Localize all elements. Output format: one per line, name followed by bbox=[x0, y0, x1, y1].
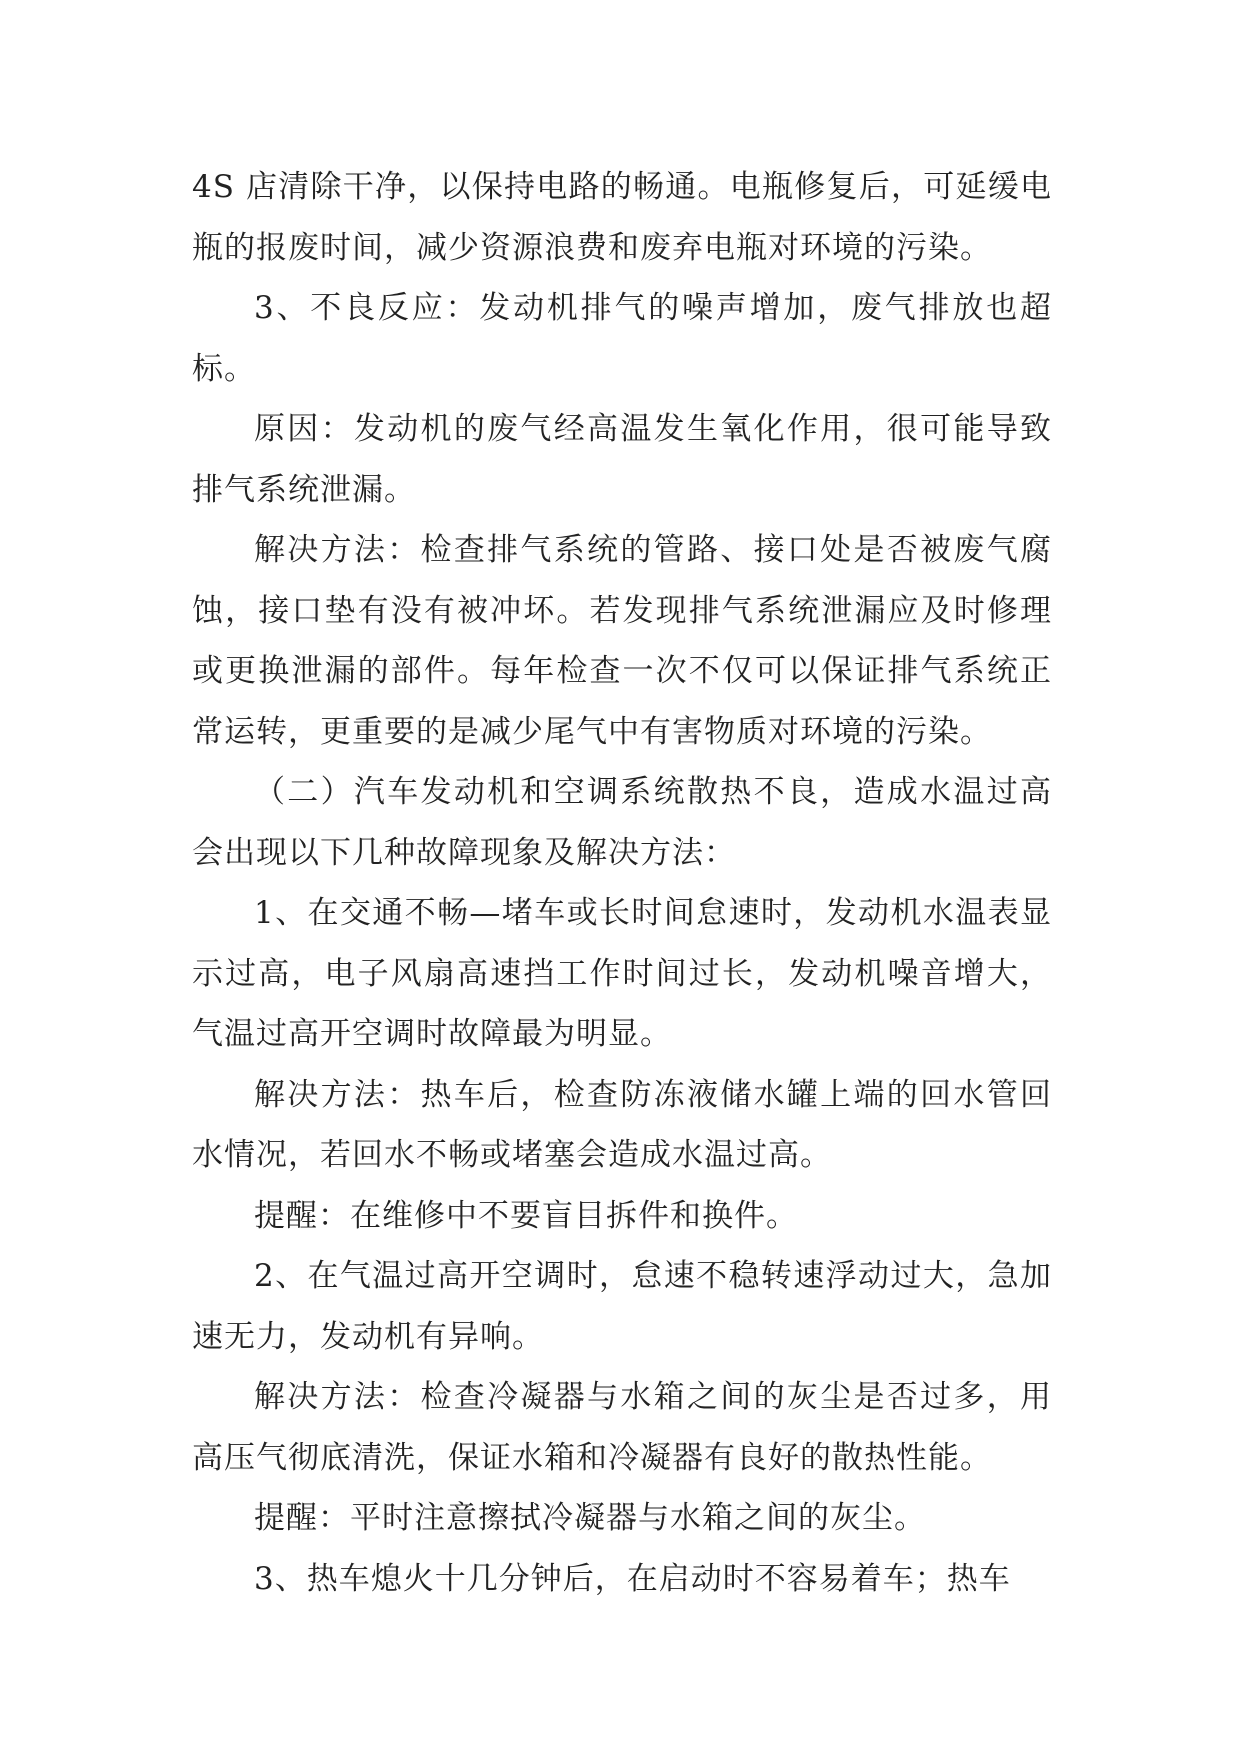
paragraph-fault-1: 1、在交通不畅—堵车或长时间怠速时，发动机水温表显示过高，电子风扇高速挡工作时间过长，发动机噪音增大，气温过高开空调时故障最为明显。 bbox=[192, 895, 1052, 1052]
paragraph-cause: 原因：发动机的废气经高温发生氧化作用，很可能导致排气系统泄漏。 bbox=[192, 411, 1052, 508]
paragraph-solution-1: 解决方法：热车后，检查防冻液储水罐上端的回水管回水情况，若回水不畅或堵塞会造成水温过高。 bbox=[192, 1076, 1052, 1173]
paragraph-solution-2: 解决方法：检查冷凝器与水箱之间的灰尘是否过多，用高压气彻底清洗，保证水箱和冷凝器有良好的散热性能。 bbox=[192, 1379, 1052, 1476]
paragraph-reminder-2: 提醒：平时注意擦拭冷凝器与水箱之间的灰尘。 bbox=[254, 1500, 926, 1536]
body-text bbox=[192, 157, 1052, 1609]
paragraph-fault-3: 3、热车熄火十几分钟后，在启动时不容易着车；热车 bbox=[254, 1560, 1011, 1597]
paragraph-symptom-3: 3、不良反应：发动机排气的噪声增加，废气排放也超标。 bbox=[192, 290, 1052, 387]
paragraph-reminder-1: 提醒：在维修中不要盲目拆件和换件。 bbox=[254, 1197, 798, 1234]
paragraph-battery-repair: 4S 店清除干净，以保持电路的畅通。电瓶修复后，可延缓电瓶的报废时间，减少资源浪费和废弃电瓶对环境的污染。 bbox=[192, 169, 1052, 266]
paragraph-fault-2: 2、在气温过高开空调时，怠速不稳转速浮动过大，急加速无力，发动机有异响。 bbox=[192, 1258, 1052, 1355]
paragraph-section-2-heading: （二）汽车发动机和空调系统散热不良，造成水温过高会出现以下几种故障现象及解决方法： bbox=[192, 774, 1052, 871]
paragraph-solution-exhaust: 解决方法：检查排气系统的管路、接口处是否被废气腐蚀，接口垫有没有被冲坏。若发现排气系统泄漏应及时修理或更换泄漏的部件。每年检查一次不仅可以保证排气系统正常运转，更重要的是减少尾气中有害物质对环境的污染。 bbox=[192, 532, 1052, 750]
